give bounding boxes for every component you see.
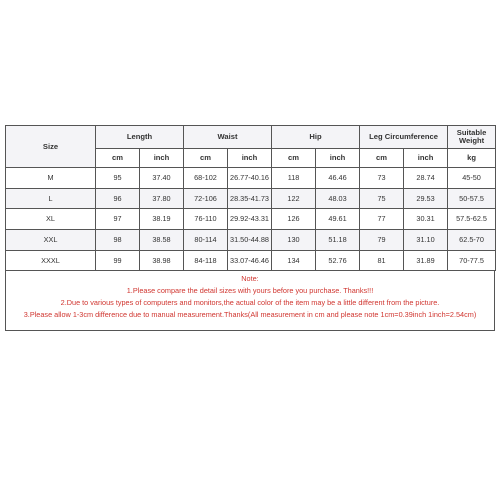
header-length: Length bbox=[96, 126, 184, 149]
unit-cell: cm bbox=[96, 149, 140, 168]
table-cell: 95 bbox=[96, 168, 140, 189]
table-cell: 50-57.5 bbox=[448, 188, 496, 209]
table-row bbox=[6, 250, 496, 271]
table-cell: 96 bbox=[96, 188, 140, 209]
table-cell: 99 bbox=[96, 250, 140, 271]
table-cell: 28.35-41.73 bbox=[228, 188, 272, 209]
unit-cell: cm bbox=[184, 149, 228, 168]
size-cell: XXXL bbox=[6, 250, 96, 271]
table-row bbox=[6, 188, 496, 209]
table-cell: 46.46 bbox=[316, 168, 360, 189]
table-cell: 98 bbox=[96, 230, 140, 251]
table-cell: 122 bbox=[272, 188, 316, 209]
table-cell: 38.19 bbox=[140, 209, 184, 230]
size-cell: M bbox=[6, 168, 96, 189]
table-cell: 75 bbox=[360, 188, 404, 209]
table-cell: 73 bbox=[360, 168, 404, 189]
table-cell: 72-106 bbox=[184, 188, 228, 209]
header-waist: Waist bbox=[184, 126, 272, 149]
table-row bbox=[6, 209, 496, 230]
table-row bbox=[6, 168, 496, 189]
table-cell: 70-77.5 bbox=[448, 250, 496, 271]
table-cell: 29.53 bbox=[404, 188, 448, 209]
size-chart bbox=[5, 125, 495, 331]
unit-cell: inch bbox=[140, 149, 184, 168]
table-cell: 118 bbox=[272, 168, 316, 189]
table-cell: 130 bbox=[272, 230, 316, 251]
table-cell: 37.40 bbox=[140, 168, 184, 189]
note-line: 2.Due to various types of computers and monitors,the actual color of the item may be a little different from the picture. bbox=[60, 298, 440, 308]
size-cell: L bbox=[6, 188, 96, 209]
table-cell: 81 bbox=[360, 250, 404, 271]
table-cell: 134 bbox=[272, 250, 316, 271]
table-cell: 57.5-62.5 bbox=[448, 209, 496, 230]
header-suitable-weight: Suitable Weight bbox=[448, 126, 496, 149]
size-cell: XL bbox=[6, 209, 96, 230]
unit-cell: inch bbox=[228, 149, 272, 168]
table-row bbox=[6, 230, 496, 251]
table-cell: 51.18 bbox=[316, 230, 360, 251]
table-cell: 29.92-43.31 bbox=[228, 209, 272, 230]
note-line: 1.Please compare the detail sizes with yours before you purchase. Thanks!!! bbox=[126, 286, 374, 296]
table-cell: 77 bbox=[360, 209, 404, 230]
table-cell: 62.5-70 bbox=[448, 230, 496, 251]
unit-cell: cm bbox=[272, 149, 316, 168]
table-cell: 33.07-46.46 bbox=[228, 250, 272, 271]
table-cell: 45-50 bbox=[448, 168, 496, 189]
table-cell: 37.80 bbox=[140, 188, 184, 209]
table-cell: 80-114 bbox=[184, 230, 228, 251]
table-cell: 79 bbox=[360, 230, 404, 251]
table-cell: 26.77-40.16 bbox=[228, 168, 272, 189]
notes-title: Note: bbox=[241, 274, 259, 284]
table-cell: 68-102 bbox=[184, 168, 228, 189]
table-cell: 76-110 bbox=[184, 209, 228, 230]
table-cell: 31.89 bbox=[404, 250, 448, 271]
notes-section bbox=[5, 271, 495, 331]
table-cell: 49.61 bbox=[316, 209, 360, 230]
unit-cell: inch bbox=[404, 149, 448, 168]
header-leg-circumference: Leg Circumference bbox=[360, 126, 448, 149]
header-row-groups bbox=[6, 126, 496, 149]
header-hip: Hip bbox=[272, 126, 360, 149]
table-cell: 38.98 bbox=[140, 250, 184, 271]
table-cell: 38.58 bbox=[140, 230, 184, 251]
size-cell: XXL bbox=[6, 230, 96, 251]
table-cell: 30.31 bbox=[404, 209, 448, 230]
note-line: 3.Please allow 1-3cm difference due to manual measurement.Thanks(All measurement in cm and please note 1cm=0.39inch 1inch=2.54cm) bbox=[23, 309, 477, 319]
unit-cell: kg bbox=[448, 149, 496, 168]
table-cell: 84-118 bbox=[184, 250, 228, 271]
unit-cell: cm bbox=[360, 149, 404, 168]
unit-cell: inch bbox=[316, 149, 360, 168]
header-size: Size bbox=[6, 126, 96, 168]
table-cell: 31.10 bbox=[404, 230, 448, 251]
size-table bbox=[5, 125, 496, 271]
table-cell: 31.50-44.88 bbox=[228, 230, 272, 251]
table-cell: 48.03 bbox=[316, 188, 360, 209]
table-cell: 28.74 bbox=[404, 168, 448, 189]
table-cell: 52.76 bbox=[316, 250, 360, 271]
table-cell: 126 bbox=[272, 209, 316, 230]
table-cell: 97 bbox=[96, 209, 140, 230]
